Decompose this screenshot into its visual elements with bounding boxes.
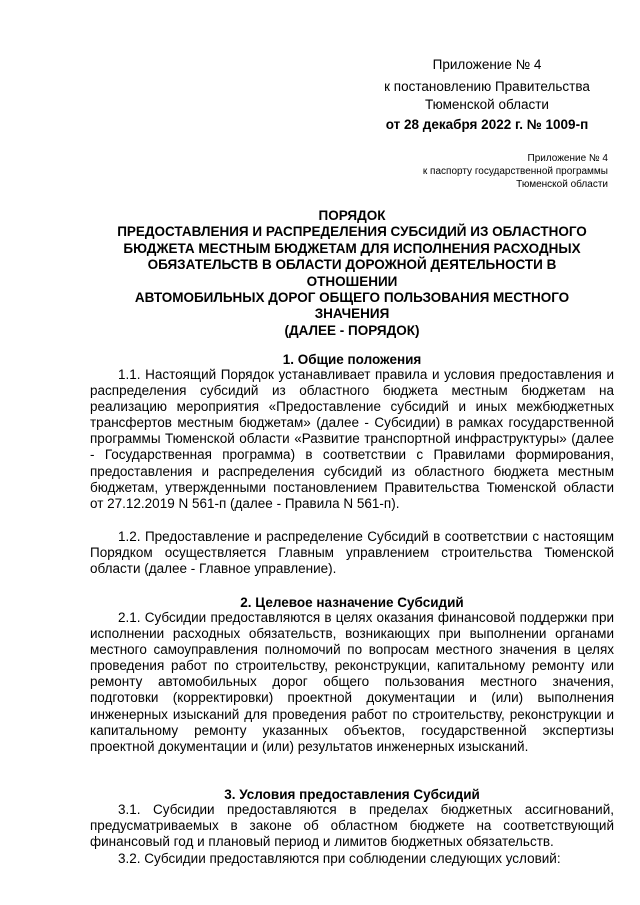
title-line: АВТОМОБИЛЬНЫХ ДОРОГ ОБЩЕГО ПОЛЬЗОВАНИЯ МЕСТНОГО (134, 290, 570, 306)
title-line: ПОРЯДОК (318, 208, 386, 223)
appendix-label: Приложение № 4 (432, 57, 542, 72)
section-heading-purpose: 2. Целевое назначение Субсидий (240, 595, 464, 610)
title-line: ОТНОШЕНИИ (306, 273, 398, 289)
paragraph-3-1: 3.1. Субсидии предоставляются в пределах бюджетных ассигнований, предусматриваемых в законе об областном бюджете на соответствующий финансовый год и плановый период и лимитов бюджетных обязательств. (90, 802, 614, 850)
document-title (90, 208, 614, 339)
resolution-label: к постановлению Правительства Тюменской области (384, 79, 590, 112)
section-heading-general: 1. Общие положения (282, 352, 422, 367)
paragraph-1-1: 1.1. Настоящий Порядок устанавливает правила и условия предоставления и распределения субсидий из областного бюджета местным бюджетам на реализацию мероприятия «Предоставление субсидий и иных межбюджетных трансфертов местным бюджетам» (далее - Субсидии) в рамках государственной программы Тюменской области «Развитие транспортной инфраструктуры» (далее - Государственная программа) в соответствии с Правилами формирования, предоставления и распределения субсидий из областного бюджета местным бюджетам, утвержденными постановлением Правительства Тюменской области от 27.12.2019 N 561-п (далее - Правила N 561-п). (90, 367, 614, 511)
section-heading-conditions: 3. Условия предоставления Субсидий (224, 787, 480, 802)
title-line: ОБЯЗАТЕЛЬСТВ В ОБЛАСТИ ДОРОЖНОЙ ДЕЯТЕЛЬНОСТИ В (147, 257, 557, 273)
paragraph-2-1: 2.1. Субсидии предоставляются в целях оказания финансовой поддержки при исполнении расходных обязательств, возникающих при выполнении органами местного самоуправления полномочий по вопросам местного значения в целях проведения работ по строительству, реконструкции, капитальному ремонту или ремонту автомобильных дорог общего пользования местного значения, подготовки (корректировки) проектной документации и (или) выполнения инженерных изысканий для проведения работ по строительству, реконструкции и капитальному ремонту указанных объектов, государственной экспертизы проектной документации и (или) результатов инженерных изысканий. (90, 610, 614, 754)
title-line: (ДАЛЕЕ - ПОРЯДОК) (284, 322, 420, 338)
paragraph-1-2: 1.2. Предоставление и распределение Субсидий в соответствии с настоящим Порядком осуществляется Главным управлением строительства Тюменской области (далее - Главное управление). (90, 529, 614, 577)
title-line: ЗНАЧЕНИЯ (314, 306, 390, 322)
title-line: БЮДЖЕТА МЕСТНЫМ БЮДЖЕТАМ ДЛЯ ИСПОЛНЕНИЯ РАСХОДНЫХ (123, 240, 581, 256)
program-appendix-label: Приложение № 4 к паспорту государственной программы Тюменской области (422, 153, 608, 190)
resolution-date-number: от 28 декабря 2022 г. № 1009-п (385, 117, 589, 132)
title-line: ПРЕДОСТАВЛЕНИЯ И РАСПРЕДЕЛЕНИЯ СУБСИДИЙ ИЗ ОБЛАСТНОГО (117, 224, 587, 240)
paragraph-3-2: 3.2. Субсидии предоставляются при соблюдении следующих условий: (118, 851, 561, 866)
